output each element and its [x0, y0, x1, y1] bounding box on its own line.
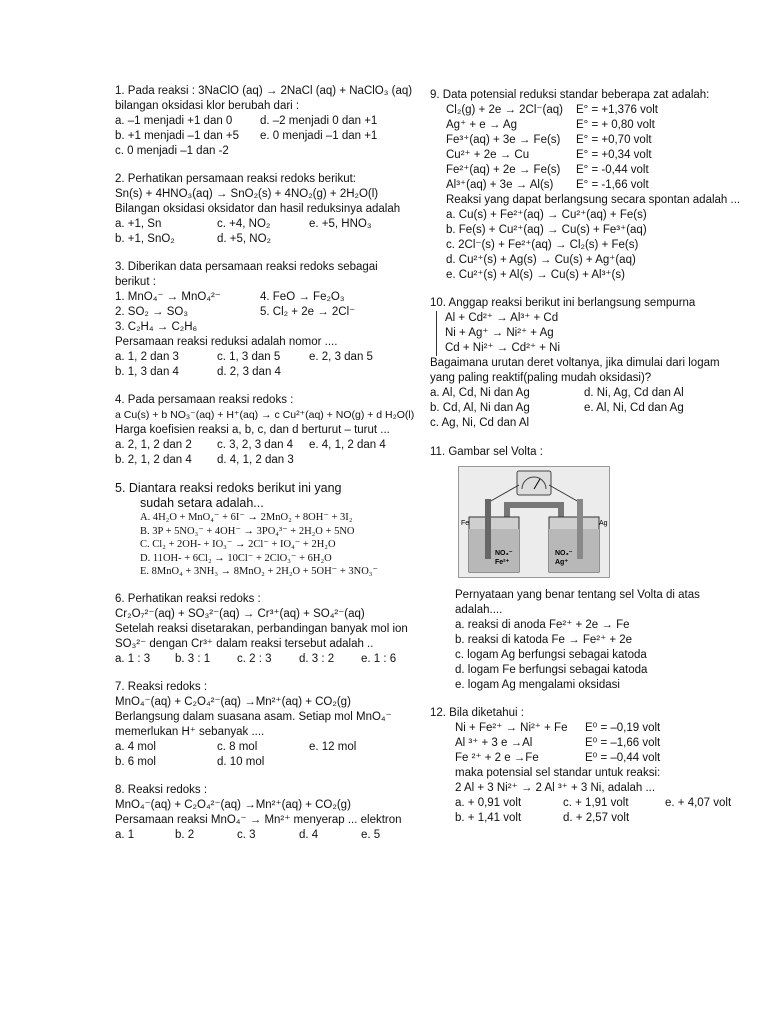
half-reaction: Fe ²⁺ + 2 e →Fe	[455, 752, 539, 764]
potential-value: E° = -1,66 volt	[576, 179, 649, 191]
option-a[interactable]: a. reaksi di anoda Fe²⁺ + 2e → Fe	[455, 619, 630, 631]
reaction-item: Cd + Ni²⁺ → Cd²⁺ + Ni	[445, 342, 561, 354]
question-11	[430, 445, 760, 693]
option-a[interactable]: a. 1 : 3	[115, 652, 151, 665]
option-d[interactable]: d. Ni, Ag, Cd dan Al	[584, 387, 684, 399]
option-b[interactable]: b. +1 menjadi –1 dan +5	[115, 130, 240, 142]
option-d[interactable]: d. 2, 3 dan 4	[217, 366, 281, 378]
potential-value: E° = -0,44 volt	[576, 164, 649, 176]
question-stem: 9. Data potensial reduksi standar beberapa zat adalah:	[430, 89, 710, 101]
option-c[interactable]: C. Cl₂ + 2OH- + IO₃⁻ → 2Cl⁻ + IO₄⁻ + 2H₂O	[140, 539, 336, 550]
figure-label: Fe	[461, 520, 470, 527]
option-e[interactable]: E. 8MnO₄ + 3NH₃ → 8MnO₂ + 2H₂O + 5OH⁻ + 3NO₃⁻	[140, 566, 378, 577]
potential-row	[430, 103, 760, 118]
answer-options	[115, 438, 407, 468]
question-text: Setelah reaksi disetarakan, perbandingan banyak mol ion	[115, 622, 408, 635]
potential-row	[430, 178, 760, 193]
option-a[interactable]: a. 2, 1, 2 dan 2	[115, 439, 192, 451]
reaction-item: Al + Cd²⁺ → Al³⁺ + Cd	[445, 312, 559, 324]
ag-electrode-icon	[577, 499, 583, 559]
question-stem: 12. Bila diketahui :	[430, 707, 524, 719]
option-a[interactable]: a. –1 menjadi +1 dan 0	[115, 115, 233, 127]
option-c[interactable]: c. 1, 3 dan 5	[217, 351, 281, 363]
fe-electrode-icon	[485, 499, 491, 559]
question-text-cont: SO₃²⁻ dengan Cr³⁺ dalam reaksi tersebut adalah ..	[115, 637, 374, 650]
question-10	[430, 296, 760, 431]
reaction-item: 1. MnO₄⁻ → MnO₄²⁻	[115, 291, 221, 303]
option-c[interactable]: c. 8 mol	[217, 740, 258, 753]
question-1	[115, 84, 413, 159]
answer-options	[115, 652, 407, 667]
option-c[interactable]: c. Ag, Ni, Cd dan Al	[430, 417, 530, 429]
answer-options	[115, 217, 407, 247]
half-reaction: Ni + Fe²⁺ → Ni²⁺ + Fe	[455, 722, 568, 734]
question-text: Reaksi yang dapat berlangsung secara spontan adalah ...	[446, 194, 741, 206]
option-e[interactable]: e. Al, Ni, Cd dan Ag	[584, 402, 684, 414]
potential-row	[430, 751, 760, 766]
question-stem: 8. Reaksi redoks :	[115, 783, 208, 796]
option-e[interactable]: e. 12 mol	[309, 740, 357, 753]
question-text: Bilangan oksidasi oksidator dan hasil reduksinya adalah	[115, 203, 401, 215]
option-d[interactable]: d. + 2,57 volt	[563, 812, 630, 824]
question-stem: 6. Perhatikan reaksi redoks :	[115, 592, 261, 605]
figure-label: Ag⁺	[555, 559, 569, 566]
question-equation: Cr₂O₇²⁻(aq) + SO₃²⁻(aq) → Cr³⁺(aq) + SO₄²⁻(aq)	[115, 607, 365, 620]
option-b[interactable]: b. Cd, Al, Ni dan Ag	[430, 402, 530, 414]
option-e[interactable]: e. 5	[361, 828, 381, 841]
question-stem: 10. Anggap reaksi berikut ini berlangsung sempurna	[430, 297, 696, 309]
reaction-item: 2. SO₂ → SO₃	[115, 306, 189, 318]
potential-value: E° = +1,376 volt	[576, 104, 658, 116]
option-a[interactable]: A. 4H₂O + MnO₄⁻ + 6I⁻ → 2MnO₂ + 8OH⁻ + 3I₂	[140, 512, 353, 523]
figure-label: NO₃⁻	[555, 550, 573, 557]
option-d[interactable]: d. 10 mol	[217, 755, 265, 768]
question-text: Berlangsung dalam suasana asam. Setiap mol MnO₄⁻	[115, 710, 392, 723]
option-b[interactable]: b. reaksi di katoda Fe → Fe²⁺ + 2e	[455, 634, 633, 646]
option-d[interactable]: d. 3 : 2	[299, 652, 335, 665]
voltaic-cell-diagram	[459, 467, 609, 577]
option-e[interactable]: e. 1 : 6	[361, 652, 397, 665]
question-text: bilangan oksidasi klor berubah dari :	[115, 100, 300, 112]
option-b[interactable]: b. 6 mol	[115, 755, 156, 768]
option-c[interactable]: c. 2Cl⁻(s) + Fe²⁺(aq) → Cl₂(s) + Fe(s)	[446, 239, 639, 251]
option-e[interactable]: e. +5, HNO₃	[309, 218, 372, 230]
half-reaction: Fe²⁺(aq) + 2e → Fe(s)	[446, 164, 561, 176]
voltaic-cell-figure	[458, 466, 610, 578]
half-reaction: Fe³⁺(aq) + 3e → Fe(s)	[446, 134, 561, 146]
option-d[interactable]: d. 4, 1, 2 dan 3	[217, 454, 294, 466]
question-equation: a Cu(s) + b NO₃⁻(aq) + H⁺(aq) → c Cu²⁺(aq) + NO(g) + d H₂O(l)	[115, 409, 415, 421]
question-8	[115, 783, 407, 843]
figure-label: NO₃⁻	[495, 550, 513, 557]
answer-options	[430, 386, 760, 431]
question-stem: 5. Diantara reaksi redoks berikut ini yang	[115, 481, 342, 495]
option-a[interactable]: a. Cu(s) + Fe²⁺(aq) → Cu²⁺(aq) + Fe(s)	[446, 209, 647, 221]
option-a[interactable]: a. 4 mol	[115, 740, 156, 753]
option-c[interactable]: c. logam Ag berfungsi sebagai katoda	[455, 649, 647, 661]
question-9	[430, 88, 760, 283]
option-e[interactable]: e. 0 menjadi –1 dan +1	[260, 130, 378, 142]
question-5	[115, 481, 407, 579]
option-c[interactable]: c. 2 : 3	[237, 652, 272, 665]
reaction-item: Ni + Ag⁺ → Ni²⁺ + Ag	[445, 327, 554, 339]
question-text-cont: yang paling reaktif(paling mudah oksidasi)?	[430, 372, 652, 384]
option-b[interactable]: b. +1, SnO₂	[115, 233, 175, 245]
question-2	[115, 172, 407, 247]
figure-label: Fe²⁺	[495, 559, 510, 566]
potential-value: E⁰ = –0,44 volt	[585, 752, 661, 764]
voltmeter-icon	[517, 471, 551, 495]
question-text: Persamaan reaksi reduksi adalah nomor ....	[115, 336, 338, 348]
option-b[interactable]: b. + 1,41 volt	[455, 812, 522, 824]
potential-value: E° = + 0,80 volt	[576, 119, 655, 131]
question-3	[115, 260, 407, 380]
question-stem: 2. Perhatikan persamaan reaksi redoks berikut:	[115, 173, 356, 185]
reaction-item: 4. FeO → Fe₂O₃	[260, 291, 345, 303]
question-text: Harga koefisien reaksi a, b, c, dan d berturut – turut ...	[115, 424, 390, 436]
option-e[interactable]: e. Cu²⁺(s) + Al(s) → Cu(s) + Al³⁺(s)	[446, 269, 625, 281]
question-stem: 11. Gambar sel Volta :	[430, 446, 543, 458]
option-b[interactable]: B. 3P + 5NO₃⁻ + 4OH⁻ → 3PO₄³⁻ + 2H₂O + 5NO	[140, 525, 355, 537]
option-c[interactable]: c. 3	[237, 828, 256, 841]
half-reaction: Al ³⁺ + 3 e →Al	[455, 737, 533, 749]
question-equation: Sn(s) + 4HNO₃(aq) → SnO₂(s) + 4NO₂(g) + 2H₂O(l)	[115, 188, 379, 200]
half-reaction: Ag⁺ + e → Ag	[446, 119, 517, 131]
potential-row	[430, 163, 760, 178]
option-b[interactable]: b. Fe(s) + Cu²⁺(aq) → Cu(s) + Fe³⁺(aq)	[446, 224, 647, 236]
question-7	[115, 680, 407, 770]
option-b[interactable]: b. 2	[175, 828, 195, 841]
option-a[interactable]: a. 1	[115, 828, 135, 841]
option-c[interactable]: c. 3, 2, 3 dan 4	[217, 439, 294, 451]
half-reaction: Al³⁺(aq) + 3e → Al(s)	[446, 179, 554, 191]
answer-options	[115, 828, 407, 843]
question-stem-cont: berikut :	[115, 276, 156, 288]
option-b[interactable]: b. 1, 3 dan 4	[115, 366, 179, 378]
potential-row	[430, 133, 760, 148]
answer-options	[115, 350, 407, 380]
question-stem: 3. Diberikan data persamaan reaksi redoks sebagai	[115, 261, 378, 273]
right-column	[430, 88, 760, 839]
option-b[interactable]: b. 2, 1, 2 dan 4	[115, 454, 192, 466]
left-column	[115, 84, 415, 856]
question-stem: 7. Reaksi redoks :	[115, 680, 208, 693]
option-d[interactable]: d. +5, NO₂	[217, 233, 272, 245]
question-4	[115, 393, 415, 468]
option-e[interactable]: e. 4, 1, 2 dan 4	[309, 439, 386, 451]
question-12	[430, 706, 760, 826]
option-c[interactable]: c. +4, NO₂	[217, 218, 271, 230]
question-text: Persamaan reaksi MnO₄⁻ → Mn²⁺ menyerap ... elektron	[115, 813, 402, 826]
question-text: Pernyataan yang benar tentang sel Volta di atas	[455, 589, 700, 601]
option-c[interactable]: c. + 1,91 volt	[563, 797, 629, 809]
question-text: maka potensial sel standar untuk reaksi:	[455, 767, 661, 779]
option-d[interactable]: d. logam Fe berfungsi sebagai katoda	[455, 664, 648, 676]
question-text: Bagaimana urutan deret voltanya, jika dimulai dari logam	[430, 357, 720, 369]
question-equation: 2 Al + 3 Ni²⁺ → 2 Al ³⁺ + 3 Ni, adalah ...	[455, 782, 656, 794]
option-e[interactable]: e. + 4,07 volt	[665, 797, 732, 809]
figure-label: Ag	[599, 520, 608, 527]
option-d[interactable]: d. –2 menjadi 0 dan +1	[260, 115, 378, 127]
option-a[interactable]: a. + 0,91 volt	[455, 797, 522, 809]
question-text-cont: adalah....	[455, 604, 503, 616]
reaction-box	[436, 311, 760, 356]
question-stem: 1. Pada reaksi : 3NaClO (aq) → 2NaCl (aq) + NaClO₃ (aq)	[115, 85, 413, 97]
potential-row	[430, 721, 760, 736]
reaction-item: 3. C₂H₄ → C₂H₆	[115, 321, 198, 333]
reaction-list	[115, 290, 407, 335]
question-stem-cont: sudah setara adalah...	[140, 496, 264, 510]
option-e[interactable]: e. 2, 3 dan 5	[309, 351, 373, 363]
option-a[interactable]: a. Al, Cd, Ni dan Ag	[430, 387, 530, 399]
potential-row	[430, 118, 760, 133]
half-reaction: Cu²⁺ + 2e → Cu	[446, 149, 530, 161]
question-stem: 4. Pada persamaan reaksi redoks :	[115, 394, 294, 406]
potential-value: E⁰ = –0,19 volt	[585, 722, 661, 734]
question-equation: MnO₄⁻(aq) + C₂O₄²⁻(aq) →Mn²⁺(aq) + CO₂(g)	[115, 798, 351, 811]
option-c[interactable]: c. 0 menjadi –1 dan -2	[115, 145, 229, 157]
option-a[interactable]: a. +1, Sn	[115, 218, 162, 230]
question-text-cont: memerlukan H⁺ sebanyak ....	[115, 725, 265, 738]
option-d[interactable]: d. Cu²⁺(s) + Ag(s) → Cu(s) + Ag⁺(aq)	[446, 254, 636, 266]
option-e[interactable]: e. logam Ag mengalami oksidasi	[455, 679, 620, 691]
answer-options	[430, 796, 760, 826]
potential-value: E⁰ = –1,66 volt	[585, 737, 661, 749]
question-equation: MnO₄⁻(aq) + C₂O₄²⁻(aq) →Mn²⁺(aq) + CO₂(g)	[115, 695, 351, 708]
potential-value: E° = +0,34 volt	[576, 149, 652, 161]
potential-value: E° = +0,70 volt	[576, 134, 652, 146]
potential-row	[430, 736, 760, 751]
reaction-item: 5. Cl₂ + 2e → 2Cl⁻	[260, 306, 356, 318]
potential-row	[430, 148, 760, 163]
half-reaction: Cl₂(g) + 2e → 2Cl⁻(aq)	[446, 104, 563, 116]
answer-options	[115, 740, 407, 770]
answer-options	[115, 114, 407, 159]
option-d[interactable]: D. 11OH- + 6Cl₂ → 10Cl⁻ + 2ClO₃⁻ + 6H₂O	[140, 552, 332, 564]
option-a[interactable]: a. 1, 2 dan 3	[115, 351, 179, 363]
option-d[interactable]: d. 4	[299, 828, 319, 841]
option-b[interactable]: b. 3 : 1	[175, 652, 211, 665]
question-6	[115, 592, 407, 667]
